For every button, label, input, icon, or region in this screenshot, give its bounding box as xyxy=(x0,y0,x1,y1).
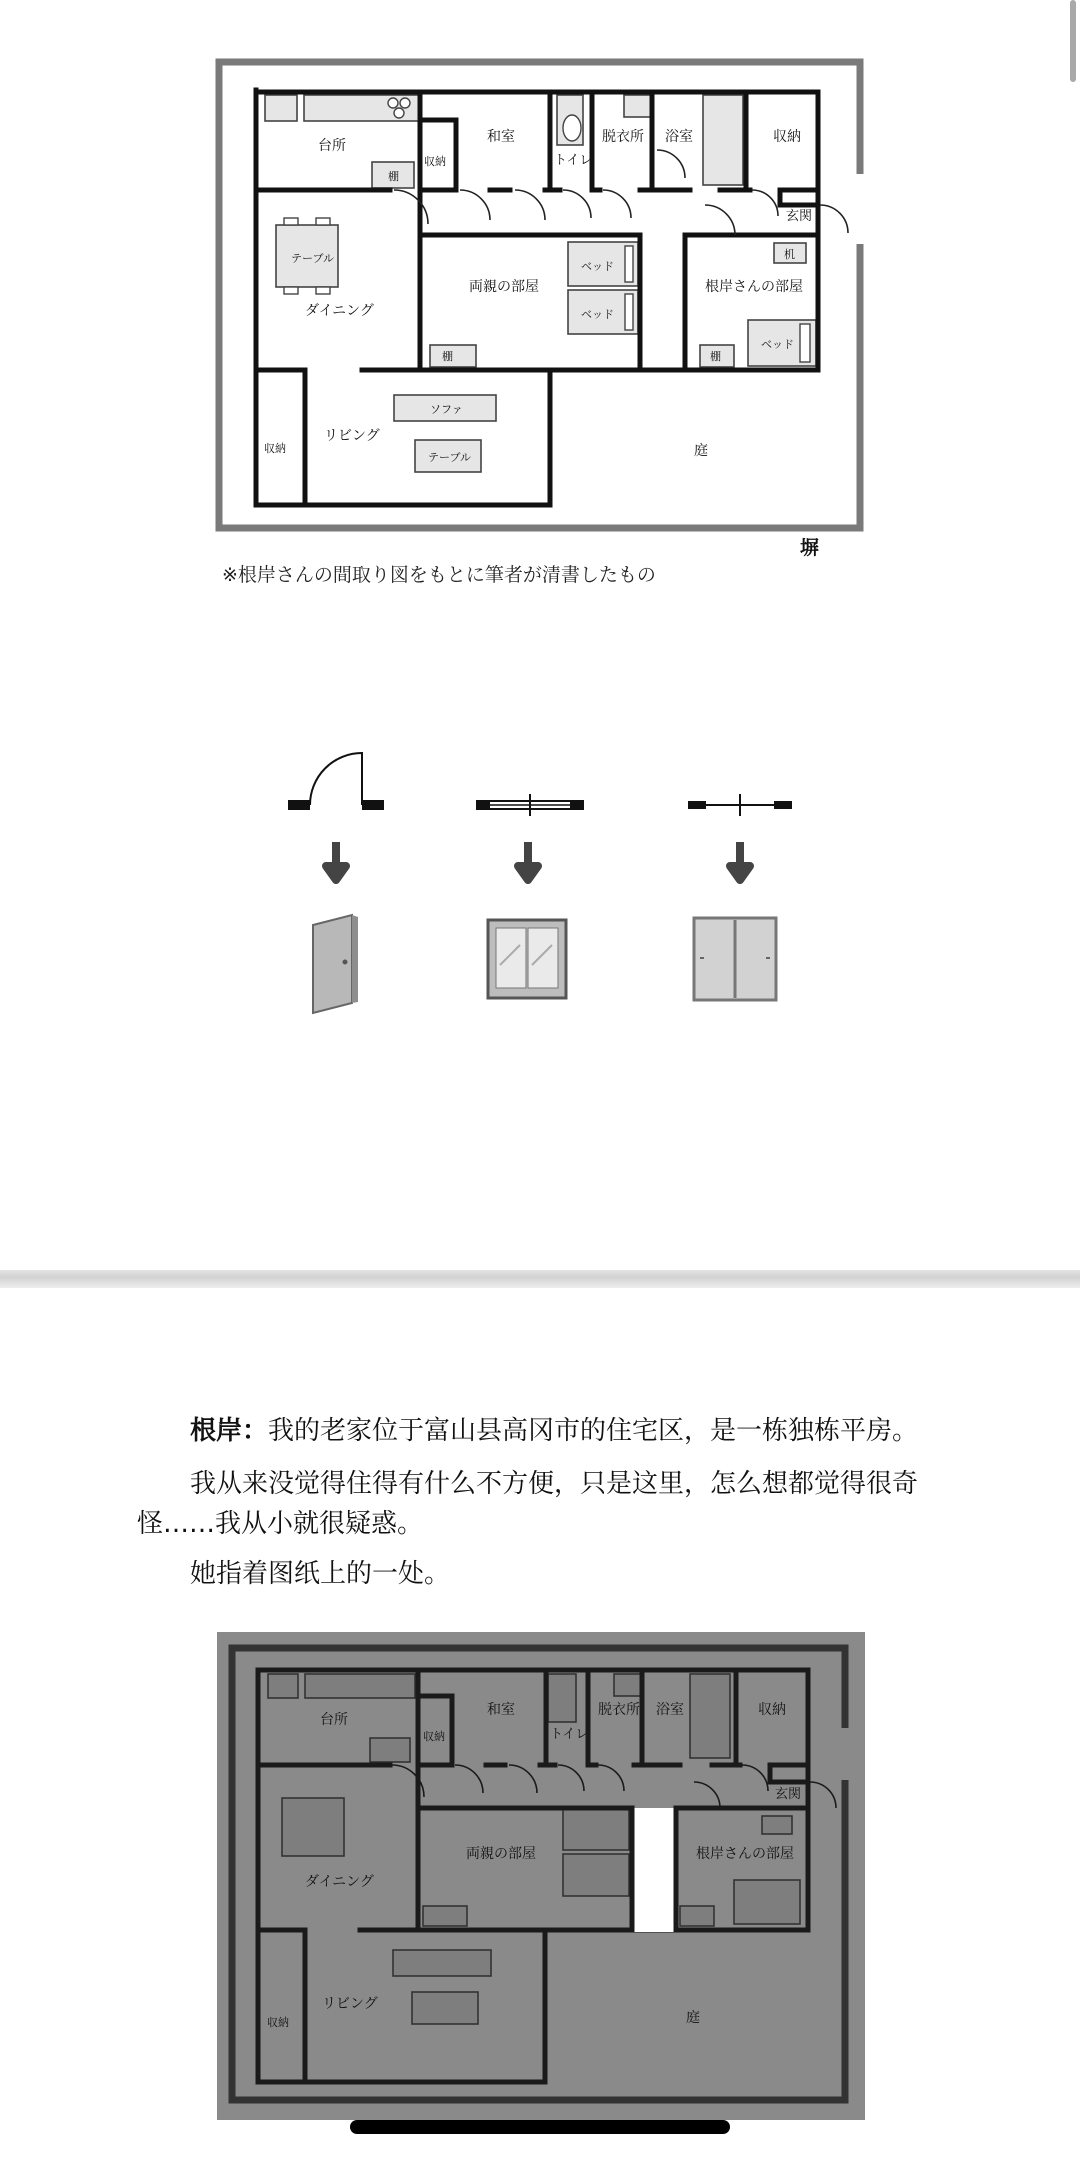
legend xyxy=(0,740,1080,1040)
shelf-label: 棚 xyxy=(442,350,453,363)
bed-label: ベッド xyxy=(761,338,794,351)
sliding-door-legend xyxy=(688,794,792,1000)
storage-small-label: 収納 xyxy=(424,155,446,168)
table-label: テーブル xyxy=(291,252,335,265)
parents-room-label: 両親の部屋 xyxy=(466,1846,536,1862)
shelf-label: 棚 xyxy=(388,170,399,183)
dining-label: ダイニング xyxy=(305,303,374,319)
paragraph-3: 她指着图纸上的一处。 xyxy=(190,1559,451,1589)
table-label: テーブル xyxy=(428,451,472,464)
washitsu-label: 和室 xyxy=(487,1702,515,1718)
garden-label: 庭 xyxy=(694,443,708,459)
home-indicator[interactable] xyxy=(350,2120,730,2134)
floor-plan xyxy=(0,0,1080,560)
paragraph-2b: 怪……我从小就很疑惑。 xyxy=(137,1509,424,1539)
line-1: 我的老家位于富山县高冈市的住宅区，是一栋独栋平房。 xyxy=(268,1416,919,1446)
bed-label: ベッド xyxy=(581,308,614,321)
floor-plan-highlighted xyxy=(0,1630,1080,2170)
bath-label: 浴室 xyxy=(665,129,693,145)
bath-label: 浴室 xyxy=(656,1702,684,1718)
washitsu-label: 和室 xyxy=(487,129,515,145)
parents-room-label: 両親の部屋 xyxy=(469,279,539,295)
fence-outline xyxy=(219,62,860,528)
storage-right-label: 収納 xyxy=(773,129,801,145)
speaker-label: 根岸： xyxy=(190,1416,269,1446)
dressing-label: 脱衣所 xyxy=(598,1702,640,1718)
dressing-label: 脱衣所 xyxy=(602,129,644,145)
negishi-room-label: 根岸さんの部屋 xyxy=(696,1846,794,1862)
fence-label: 塀 xyxy=(800,537,820,559)
scrollbar[interactable] xyxy=(1070,0,1076,82)
garden-label: 庭 xyxy=(686,2010,700,2026)
paragraph-1 xyxy=(190,1411,918,1451)
dining-label: ダイニング xyxy=(305,1874,374,1890)
living-label: リビング xyxy=(324,428,380,444)
toilet-label: トイレ xyxy=(554,153,593,168)
toilet-label: トイレ xyxy=(550,1727,589,1742)
kitchen-label: 台所 xyxy=(320,1712,348,1728)
page-two xyxy=(0,1288,1080,2154)
kitchen-label: 台所 xyxy=(318,138,346,154)
entrance-label: 玄関 xyxy=(775,1787,802,1802)
living-label: リビング xyxy=(322,1996,378,2012)
page-separator xyxy=(0,1270,1080,1288)
room-labels xyxy=(264,128,819,559)
storage-left-label: 収納 xyxy=(267,2016,289,2029)
negishi-room-label: 根岸さんの部屋 xyxy=(705,279,803,295)
door-legend xyxy=(288,753,384,1013)
highlight-passage xyxy=(632,1808,676,1932)
entrance-label: 玄関 xyxy=(786,209,813,224)
storage-right-label: 収納 xyxy=(758,1702,786,1718)
bed-label: ベッド xyxy=(581,260,614,273)
sofa-label: ソファ xyxy=(430,403,463,416)
desk-label: 机 xyxy=(784,248,795,261)
paragraph-2a: 我从来没觉得住得有什么不方便，只是这里，怎么想都觉得很奇 xyxy=(190,1469,919,1499)
shelf-label: 棚 xyxy=(710,350,721,363)
window-legend xyxy=(476,794,584,998)
storage-small-label: 収納 xyxy=(423,1730,445,1743)
storage-left-label: 収納 xyxy=(264,442,286,455)
floorplan-note: ※根岸さんの間取り図をもとに筆者が清書したもの xyxy=(222,564,656,586)
